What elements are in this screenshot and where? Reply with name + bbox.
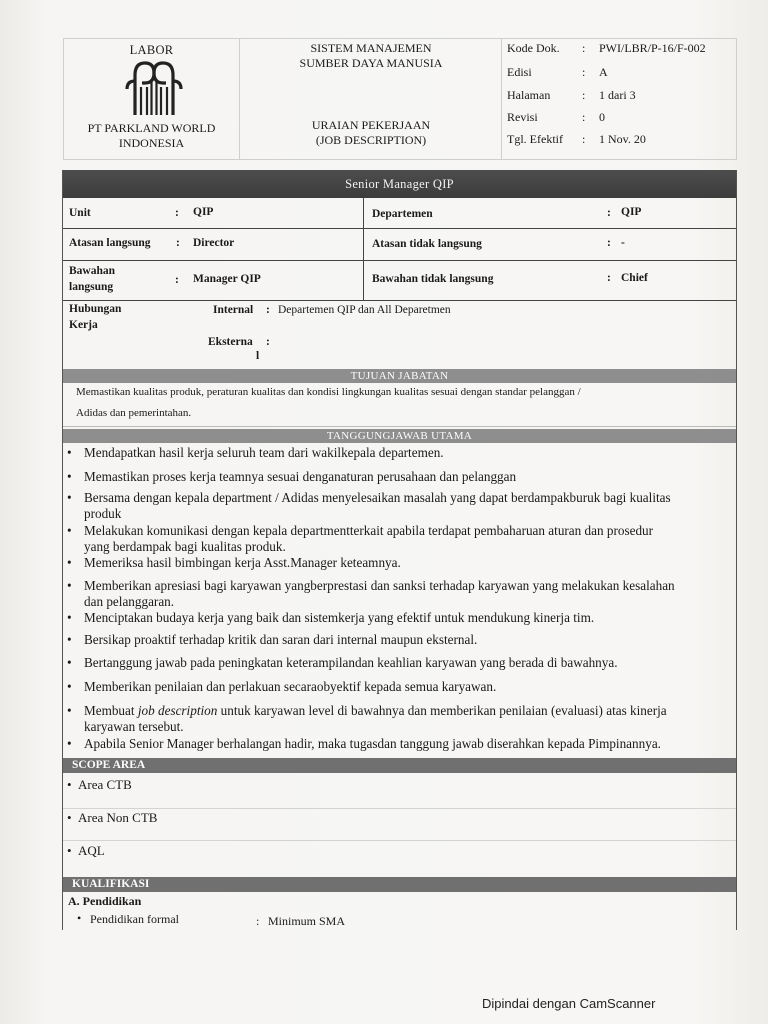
header-meta-column: Kode Dok. : PWI/LBR/P-16/F-002 Edisi : A Halaman : 1 dari 3 Revisi : 0 Tgl. Efektif : 1 Nov. 20 xyxy=(501,39,737,159)
kualifikasi-heading: KUALIFIKASI xyxy=(63,877,736,892)
header-logo-column xyxy=(64,39,239,159)
unit-label: Unit xyxy=(69,207,91,219)
document-header xyxy=(63,38,737,160)
atasan-tidak-langsung-value: - xyxy=(621,237,625,249)
internal-label: Internal xyxy=(213,304,254,316)
eksternal-colon: : xyxy=(266,336,270,348)
row-divider xyxy=(63,300,736,301)
tujuan-jabatan-line1: Memastikan kualitas produk, peraturan kualitas dan kondisi lingkungan kualitas sesuai dengan standar pelanggan / xyxy=(76,386,581,398)
company-name-line1: PT PARKLAND WORLD xyxy=(87,121,216,135)
departemen-value: QIP xyxy=(621,206,642,218)
system-title-line1: SISTEM MANAJEMEN xyxy=(310,41,432,55)
row-divider xyxy=(63,426,736,427)
atasan-tidak-langsung-colon: : xyxy=(607,237,611,249)
system-title-line2: SUMBER DAYA MANUSIA xyxy=(299,56,443,70)
pendidikan-formal-label: Pendidikan formal xyxy=(90,912,179,926)
document-title-line1: URAIAN PEKERJAAN xyxy=(311,118,431,132)
tujuan-jabatan-heading: TUJUAN JABATAN xyxy=(63,369,736,383)
column-divider xyxy=(363,198,364,300)
atasan-langsung-colon: : xyxy=(176,237,180,249)
pendidikan-section: A. Pendidikan xyxy=(68,894,142,908)
atasan-langsung-label: Atasan langsung xyxy=(69,237,151,249)
eksternal-label: Eksterna xyxy=(208,336,253,348)
bawahan-tidak-langsung-label: Bawahan tidak langsung xyxy=(372,273,494,285)
row-divider xyxy=(63,228,736,229)
unit-value: QIP xyxy=(193,206,214,218)
atasan-langsung-value: Director xyxy=(193,237,235,249)
unit-colon: : xyxy=(175,207,179,219)
pendidikan-formal-colon: : xyxy=(256,914,260,928)
bawahan-langsung-colon: : xyxy=(175,274,179,286)
header-title-column xyxy=(239,39,502,159)
bawahan-tidak-langsung-value: Chief xyxy=(621,272,648,284)
bawahan-langsung-label-2: langsung xyxy=(69,281,114,293)
atasan-tidak-langsung-label: Atasan tidak langsung xyxy=(372,238,482,250)
departemen-colon: : xyxy=(607,207,611,219)
scope-area-heading: SCOPE AREA xyxy=(63,758,736,773)
company-name-line2: INDONESIA xyxy=(118,136,185,150)
tanggung-jawab-heading: TANGGUNGJAWAB UTAMA xyxy=(63,429,736,443)
departemen-label: Departemen xyxy=(372,208,433,220)
eksternal-label-wrap: l xyxy=(256,350,260,362)
row-divider xyxy=(63,808,736,809)
job-description-table: Senior Manager QIP Unit : QIP Departemen : QIP Atasan langsung : Director Atasan tidak langsung : - Bawahan langsung : Manager QIP Bawahan tidak langsung : Chief Hubungan Kerja Internal : Departemen QIP dan All Deparetmen Eksterna : l TUJUAN JABATAN Memastikan kualitas produk, peraturan kualitas dan kondisi lingkungan kualitas sesuai dengan standar pelanggan / Adidas dan pemerintahan. TANGGUNGJAWAB UTAMA • Mendapatkan hasil kerja seluruh team dari wakilkepala departemen. • Memastikan proses kerja teamnya sesuai denganaturan perusahaan dan pelanggan • Bersama dengan kepala department / Adidas menyelesaikan masalah yang dapat berdampakburuk bagi kualitas produk • Melakukan komunikasi dengan kepala departmentterkait apabila terdapat pembaharuan aturan dan prosedur yang berdampak bagi kualitas produk. • Memeriksa hasil bimbingan kerja Asst.Manager keteamnya. • Memberikan apresiasi bagi karyawan yangberprestasi dan sanksi terhadap karyawan yang melakukan kesalahan dan pelanggaran. • Menciptakan budaya kerja yang baik dan sistemkerja yang efektif untuk mendukung kinerja tim. • Bersikap proaktif terhadap kritik dan saran dari internal maupun eksternal. • Bertanggung jawab pada peningkatan keterampilandan keahlian karyawan yang berada di bawahnya. • Memberikan penilaian dan perlakuan secaraobyektif kepada semua karyawan. • Membuat job description untuk karyawan level di bawahnya dan memberikan penilaian (evaluasi) atas kinerja karyawan tersebut. • Apabila Senior Manager berhalangan hadir, maka tugasdan tanggung jawab diserahkan kepada Pimpinannya. SCOPE AREA • Area CTB • Area Non CTB • AQL KUALIFIKASI A. Pendidikan • Pendidikan formal : Minimum SMA xyxy=(62,170,737,930)
bawahan-langsung-label-1: Bawahan xyxy=(69,265,116,277)
hubungan-kerja-label-1: Hubungan xyxy=(69,303,122,315)
pendidikan-bullet: • xyxy=(77,911,82,925)
hubungan-kerja-label-2: Kerja xyxy=(69,319,98,331)
parkland-logo-icon xyxy=(121,59,187,117)
scanner-watermark: Dipindai dengan CamScanner xyxy=(482,996,656,1011)
bawahan-langsung-value: Manager QIP xyxy=(193,273,261,285)
labor-label: LABOR xyxy=(129,43,174,57)
internal-colon: : xyxy=(266,304,270,316)
document-title-line2: (JOB DESCRIPTION) xyxy=(315,133,427,147)
row-divider xyxy=(63,840,736,841)
bawahan-tidak-langsung-colon: : xyxy=(607,272,611,284)
internal-value: Departemen QIP dan All Deparetmen xyxy=(278,304,451,316)
row-divider xyxy=(63,260,736,261)
position-title: Senior Manager QIP xyxy=(63,170,736,198)
pendidikan-formal-value: Minimum SMA xyxy=(268,914,346,928)
tujuan-jabatan-line2: Adidas dan pemerintahan. xyxy=(76,407,192,419)
